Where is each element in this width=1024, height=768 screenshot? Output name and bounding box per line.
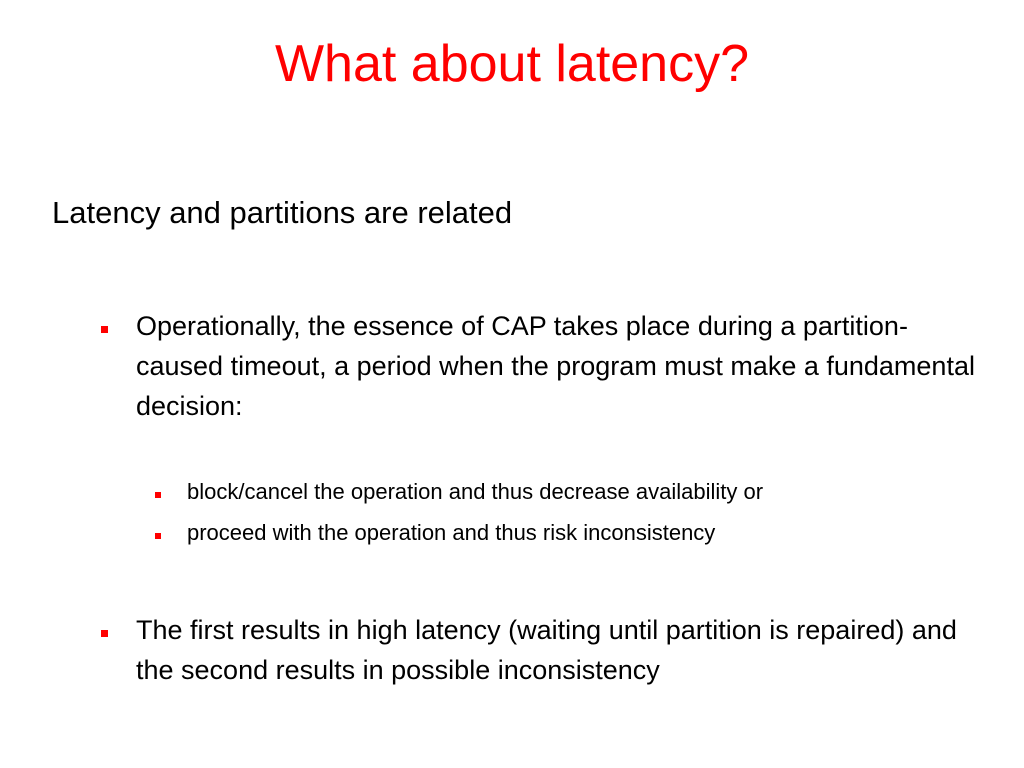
- square-bullet-icon: [101, 326, 108, 333]
- sub-bullet-item: [187, 477, 987, 507]
- square-bullet-icon: [155, 492, 161, 498]
- bullet-text: The first results in high latency (waiting until partition is repaired) and the second results in possible inconsistency: [136, 615, 957, 685]
- bullet-item: [136, 610, 976, 690]
- bullet-item: [136, 306, 976, 426]
- slide-title: What about latency?: [274, 35, 750, 93]
- bullet-text: Operationally, the essence of CAP takes place during a partition-caused timeout, a period when the program must make a fundamental decision:: [136, 311, 975, 421]
- sub-bullet-item: [187, 518, 987, 548]
- sub-bullet-text: block/cancel the operation and thus decrease availability or: [187, 479, 764, 504]
- square-bullet-icon: [155, 533, 161, 539]
- slide-subtitle: Latency and partitions are related: [52, 195, 513, 230]
- square-bullet-icon: [101, 630, 108, 637]
- sub-bullet-text: proceed with the operation and thus risk inconsistency: [187, 520, 716, 545]
